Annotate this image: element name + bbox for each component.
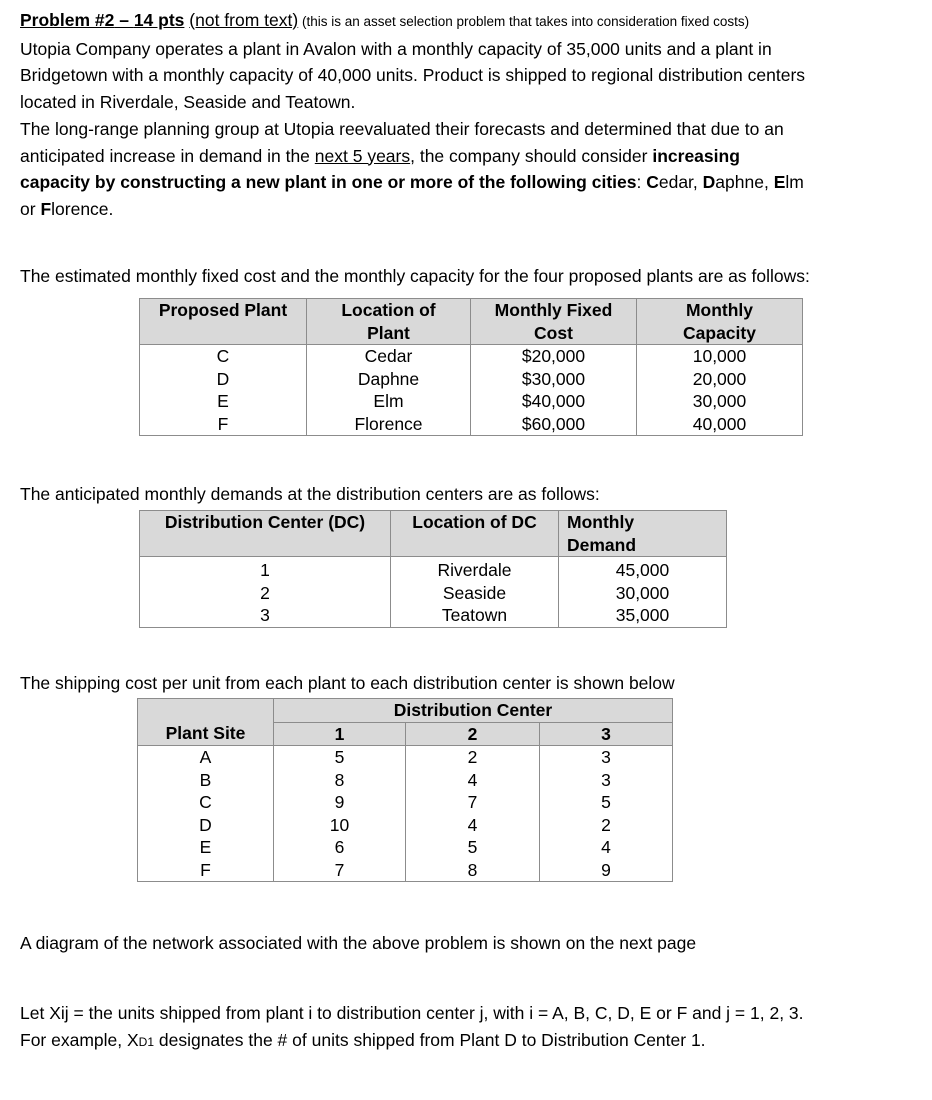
planning-line: or Florence. <box>20 198 114 219</box>
problem-type-note: (this is an asset selection problem that takes into consideration fixed costs) <box>298 14 750 29</box>
header-dc-column: 2 <box>406 722 540 746</box>
table-cell: Seaside <box>391 582 559 605</box>
table-cell: Daphne <box>307 368 471 391</box>
table-row <box>138 814 673 837</box>
source-note: (not from text) <box>189 10 299 30</box>
variable-definition <box>20 1000 915 1055</box>
table-cell: 20,000 <box>637 368 803 391</box>
table-cell: 35,000 <box>559 604 727 627</box>
intro-paragraph <box>20 7 915 115</box>
intro-line: located in Riverdale, Seaside and Teatown. <box>20 91 356 112</box>
table-row <box>140 368 803 391</box>
table-row <box>138 859 673 882</box>
table-row <box>138 836 673 859</box>
table-cell: 7 <box>406 791 540 814</box>
table-row <box>140 582 727 605</box>
table-cell: E <box>140 390 307 413</box>
table-cell: 8 <box>406 859 540 882</box>
table-row <box>140 390 803 413</box>
table-cell: 3 <box>540 769 673 792</box>
table-cell: 7 <box>274 859 406 882</box>
table-row <box>140 413 803 436</box>
table-row <box>138 769 673 792</box>
table-cell: 30,000 <box>559 582 727 605</box>
city-initial: C <box>646 172 659 192</box>
table-cell: 10 <box>274 814 406 837</box>
intro-line: Utopia Company operates a plant in Avalon with a monthly capacity of 35,000 units and a plant in <box>20 38 772 59</box>
problem-header-line <box>20 7 915 36</box>
timeframe-underlined: next 5 years <box>314 145 411 166</box>
table-cell: 6 <box>274 836 406 859</box>
table-cell: $20,000 <box>471 345 637 368</box>
table-cell: 5 <box>540 791 673 814</box>
header-dc-column: 3 <box>540 722 673 746</box>
shipping-cost-table <box>137 698 673 882</box>
table-cell: Riverdale <box>391 557 559 582</box>
table-row <box>138 746 673 769</box>
shipping-intro: The shipping cost per unit from each plant to each distribution center is shown below <box>20 673 675 693</box>
city-initial: D <box>702 172 716 192</box>
table-cell: 3 <box>540 746 673 769</box>
definition-line: Let Xij = the units shipped from plant i to distribution center j, with i = A, B, C, D, E or F and j = 1, 2, 3. <box>20 1003 804 1023</box>
table-cell: 2 <box>406 746 540 769</box>
table-cell: 45,000 <box>559 557 727 582</box>
header-demand: Monthly Demand <box>559 511 727 557</box>
table-header-row <box>138 699 673 723</box>
table-cell: $40,000 <box>471 390 637 413</box>
table-cell: A <box>138 746 274 769</box>
table-row <box>140 604 727 627</box>
table-cell: $60,000 <box>471 413 637 436</box>
planning-line: The long-range planning group at Utopia reevaluated their forecasts and determined that due to an <box>20 119 784 139</box>
table-row <box>140 557 727 582</box>
city-initial: F <box>40 198 52 219</box>
table-cell: Cedar <box>307 345 471 368</box>
header-capacity: Monthly Capacity <box>637 299 803 345</box>
table-header-row <box>138 722 673 746</box>
intro-line: Bridgetown with a monthly capacity of 40,000 units. Product is shipped to regional distribution centers <box>20 65 806 85</box>
table-cell: F <box>138 859 274 882</box>
table-cell: 2 <box>140 582 391 605</box>
table-cell: B <box>138 769 274 792</box>
table-cell: Elm <box>307 390 471 413</box>
demand-table <box>139 510 727 628</box>
header-proposed-plant: Proposed Plant <box>140 299 307 345</box>
table-cell: D <box>138 814 274 837</box>
header-location: Location of Plant <box>307 299 471 345</box>
table-row <box>140 345 803 368</box>
table-cell: Teatown <box>391 604 559 627</box>
table-row <box>138 791 673 814</box>
demand-intro: The anticipated monthly demands at the distribution centers are as follows: <box>20 484 600 504</box>
table-cell: C <box>140 345 307 368</box>
table-cell: 10,000 <box>637 345 803 368</box>
table-cell: 4 <box>540 836 673 859</box>
table-header-row <box>140 299 803 345</box>
fixed-cost-intro: The estimated monthly fixed cost and the monthly capacity for the four proposed plants are as follows: <box>20 266 810 286</box>
header-distribution-center: Distribution Center <box>274 699 673 723</box>
table-cell: D <box>140 368 307 391</box>
diagram-note: A diagram of the network associated with the above problem is shown on the next page <box>20 933 697 953</box>
table-cell: 1 <box>140 557 391 582</box>
planning-line: anticipated increase in demand in the next 5 years, the company should consider increasing <box>20 145 740 166</box>
definition-line: For example, XD1 designates the # of units shipped from Plant D to Distribution Center 1. <box>20 1029 706 1050</box>
header-dc-location: Location of DC <box>391 511 559 557</box>
problem-label: Problem #2 – 14 pts <box>20 10 185 30</box>
table-cell: 5 <box>406 836 540 859</box>
subscript: D1 <box>138 1034 154 1049</box>
header-plant-site: Plant Site <box>138 722 274 746</box>
table-cell: C <box>138 791 274 814</box>
header-fixed-cost: Monthly Fixed Cost <box>471 299 637 345</box>
city-initial: E <box>773 172 786 192</box>
table-cell: 2 <box>540 814 673 837</box>
table-cell: $30,000 <box>471 368 637 391</box>
header-dc: Distribution Center (DC) <box>140 511 391 557</box>
table-cell: 30,000 <box>637 390 803 413</box>
proposed-plants-table <box>139 298 803 436</box>
table-cell: 9 <box>540 859 673 882</box>
table-cell: E <box>138 836 274 859</box>
header-dc-column: 1 <box>274 722 406 746</box>
table-cell: 4 <box>406 769 540 792</box>
planning-line: capacity by constructing a new plant in one or more of the following cities: Cedar, Daphne, Elm <box>20 172 804 192</box>
table-cell: 40,000 <box>637 413 803 436</box>
table-cell: 4 <box>406 814 540 837</box>
table-cell: Florence <box>307 413 471 436</box>
table-cell: 9 <box>274 791 406 814</box>
table-cell: F <box>140 413 307 436</box>
table-cell: 3 <box>140 604 391 627</box>
table-header-row <box>140 511 727 557</box>
table-cell: 5 <box>274 746 406 769</box>
table-cell: 8 <box>274 769 406 792</box>
planning-paragraph <box>20 116 915 222</box>
